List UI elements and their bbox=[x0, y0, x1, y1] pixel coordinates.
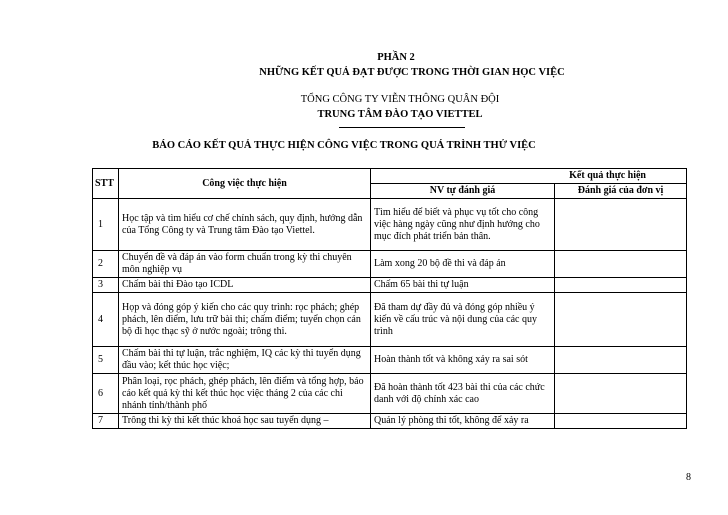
header-unit-eval: Đánh giá của đơn vị bbox=[555, 184, 687, 199]
row-unit-eval bbox=[555, 414, 687, 429]
header-self-eval: NV tự đánh giá bbox=[371, 184, 555, 199]
row-stt: 6 bbox=[93, 374, 119, 414]
row-unit-eval bbox=[555, 199, 687, 251]
row-task: Trông thi kỳ thi kết thúc khoá học sau tuyển dụng – bbox=[119, 414, 371, 429]
report-title: BÁO CÁO KẾT QUẢ THỰC HIỆN CÔNG VIỆC TRONG QUÁ TRÌNH THỬ VIỆC bbox=[152, 140, 536, 151]
table-row bbox=[93, 347, 687, 374]
row-task: Học tập và tìm hiểu cơ chế chính sách, quy định, hướng dẫn của Tổng Công ty và Trung tâm Đào tạo Viettel. bbox=[119, 199, 371, 251]
row-unit-eval bbox=[555, 293, 687, 347]
row-task: Chuyển đề và đáp án vào form chuẩn trong kỳ thi chuyên môn nghiệp vụ bbox=[119, 251, 371, 278]
row-unit-eval bbox=[555, 251, 687, 278]
row-self-eval: Quản lý phòng thi tốt, không để xảy ra bbox=[371, 414, 555, 429]
chapter-title: NHỮNG KẾT QUẢ ĐẠT ĐƯỢC TRONG THỜI GIAN HỌC VIỆC bbox=[259, 67, 565, 78]
row-task: Họp và đóng góp ý kiến cho các quy trình: rọc phách; ghép phách, lên điểm, lưu trữ bài thi; chấm điểm; tuyển chọn cán bộ đi học thạc sỹ ở nước ngoài; trông thi. bbox=[119, 293, 371, 347]
row-stt: 2 bbox=[93, 251, 119, 278]
part-heading: PHẦN 2 bbox=[377, 52, 415, 63]
header-task: Công việc thực hiện bbox=[119, 169, 371, 199]
row-stt: 1 bbox=[93, 199, 119, 251]
table-row bbox=[93, 278, 687, 293]
table-row bbox=[93, 414, 687, 429]
row-task: Chấm bài thi Đào tạo ICDL bbox=[119, 278, 371, 293]
row-unit-eval bbox=[555, 278, 687, 293]
row-unit-eval bbox=[555, 374, 687, 414]
row-stt: 4 bbox=[93, 293, 119, 347]
table-row bbox=[93, 251, 687, 278]
row-self-eval: Chấm 65 bài thi tự luận bbox=[371, 278, 555, 293]
row-self-eval: Tìm hiểu để biết và phục vụ tốt cho công việc hàng ngày cũng như định hướng cho mục đích phát triển bản thân. bbox=[371, 199, 555, 251]
row-stt: 7 bbox=[93, 414, 119, 429]
page-number: 8 bbox=[686, 472, 691, 483]
header-result: Kết quả thực hiện bbox=[371, 169, 687, 184]
row-self-eval: Hoàn thành tốt và không xảy ra sai sót bbox=[371, 347, 555, 374]
row-self-eval: Đã tham dự đầy đủ và đóng góp nhiều ý kiến về cấu trúc và nội dung của các quy trình bbox=[371, 293, 555, 347]
title-underline bbox=[339, 127, 465, 128]
row-unit-eval bbox=[555, 347, 687, 374]
row-self-eval: Làm xong 20 bộ đề thi và đáp án bbox=[371, 251, 555, 278]
row-task: Phân loại, rọc phách, ghép phách, lên điểm và tổng hợp, báo cáo kết quả kỳ thi kết thúc học việc tháng 2 của các chi nhánh tỉnh/thành phố bbox=[119, 374, 371, 414]
row-self-eval: Đã hoàn thành tốt 423 bài thi của các chức danh với độ chính xác cao bbox=[371, 374, 555, 414]
center-name: TRUNG TÂM ĐÀO TẠO VIETTEL bbox=[317, 109, 483, 120]
table-row bbox=[93, 374, 687, 414]
table-row bbox=[93, 199, 687, 251]
row-stt: 3 bbox=[93, 278, 119, 293]
header-stt: STT bbox=[93, 169, 119, 199]
table-row bbox=[93, 293, 687, 347]
corporation-name: TỔNG CÔNG TY VIỄN THÔNG QUÂN ĐỘI bbox=[300, 94, 500, 105]
row-stt: 5 bbox=[93, 347, 119, 374]
results-table bbox=[92, 168, 687, 429]
row-task: Chấm bài thi tự luận, trắc nghiệm, IQ các kỳ thi tuyển dụng đầu vào; kết thúc học việc; bbox=[119, 347, 371, 374]
